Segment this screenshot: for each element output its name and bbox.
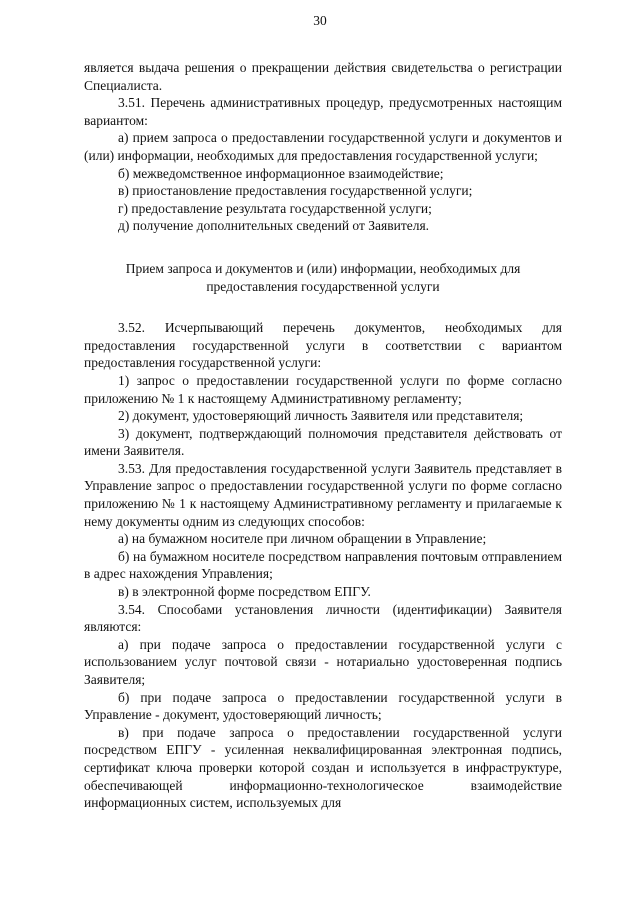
paragraph-3-51: 3.51. Перечень административных процедур, предусмотренных настоящим вариантом: [84, 95, 562, 128]
document-body [84, 59, 562, 812]
list-item-a: а) прием запроса о предоставлении государственной услуги и документов и (или) информации, необходимых для предоставления государственной услуги; [84, 130, 562, 163]
paragraph-3-52: 3.52. Исчерпывающий перечень документов, необходимых для предоставления государственной услуги в соответствии с вариантом предоставления государственной услуги: [84, 320, 562, 371]
list-item-v: в) при подаче запроса о предоставлении государственной услуги посредством ЕПГУ - усиленная неквалифицированная электронная подпись, сертификат ключа проверки которой создан и используется в инфраструктуре, обеспечивающей информационно-технологическое взаимодействие информационных систем, используемых для [84, 724, 562, 811]
list-item-v: в) в электронной форме посредством ЕПГУ. [118, 584, 371, 600]
list-item-v: в) приостановление предоставления государственной услуги; [118, 183, 473, 199]
paragraph-continuation: является выдача решения о прекращении действия свидетельства о регистрации Специалиста. [84, 60, 562, 93]
list-item-3: 3) документ, подтверждающий полномочия представителя действовать от имени Заявителя. [84, 425, 562, 459]
list-item-1: 1) запрос о предоставлении государственной услуги по форме согласно приложению № 1 к настоящему Административному регламенту; [84, 372, 562, 406]
list-item-b: б) при подаче запроса о предоставлении государственной услуги в Управление - документ, удостоверяющий личность; [84, 689, 562, 723]
list-item-a: а) на бумажном носителе при личном обращении в Управление; [118, 531, 487, 547]
page-number: 30 [313, 13, 327, 28]
list-item-2: 2) документ, удостоверяющий личность Заявителя или представителя; [118, 408, 524, 424]
list-item-a: а) при подаче запроса о предоставлении государственной услуги с использованием услуг почтовой связи - нотариально удостоверенная подпись Заявителя; [84, 636, 562, 687]
paragraph-3-53: 3.53. Для предоставления государственной услуги Заявитель представляет в Управление запрос о предоставлении государственной услуги по форме согласно приложению № 1 к настоящему Административному регламенту и прилагаемые к нему документы одним из следующих способов: [84, 460, 562, 529]
section-heading: Прием запроса и документов и (или) информации, необходимых для предоставления государственной услуги [125, 260, 521, 294]
list-item-g: г) предоставление результата государственной услуги; [118, 200, 432, 216]
list-item-b: б) на бумажном носителе посредством направления почтовым отправлением в адрес нахождения Управления; [84, 548, 562, 582]
list-item-d: д) получение дополнительных сведений от Заявителя. [118, 218, 430, 234]
paragraph-3-54: 3.54. Способами установления личности (идентификации) Заявителя являются: [84, 601, 562, 635]
list-item-b: б) межведомственное информационное взаимодействие; [118, 165, 444, 181]
